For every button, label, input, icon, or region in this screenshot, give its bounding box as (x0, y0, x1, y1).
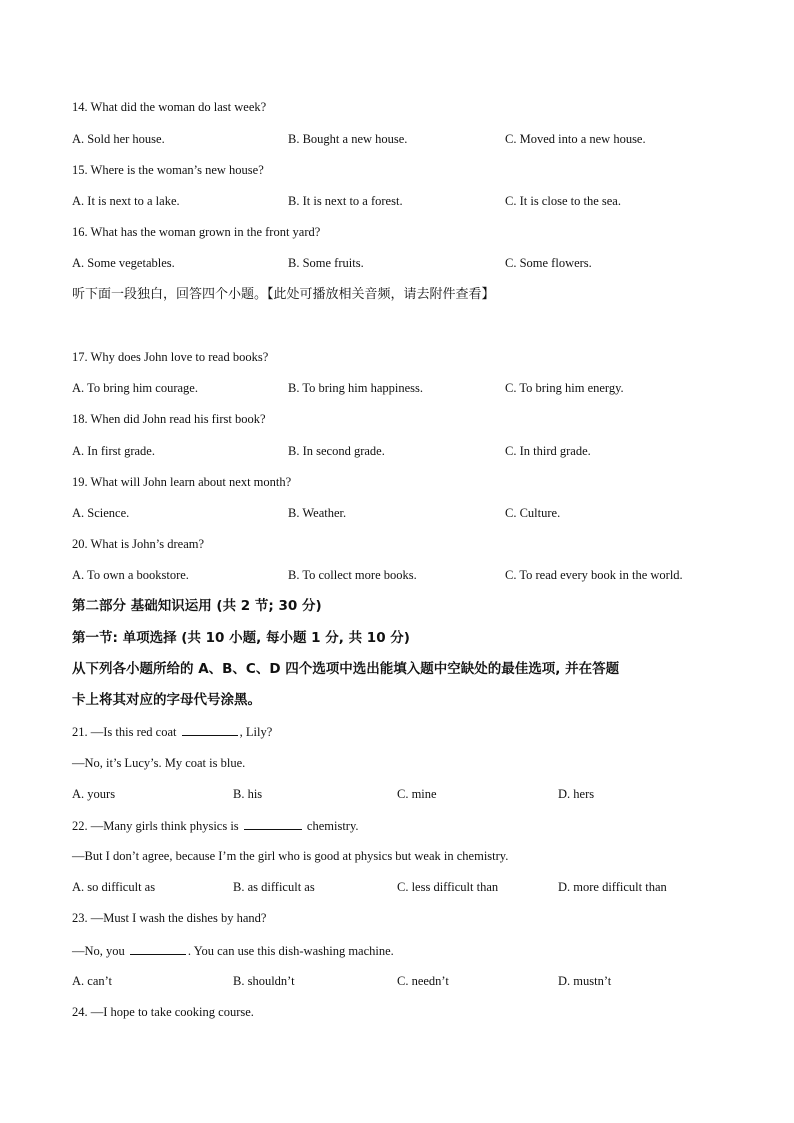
q17-option-a: A. To bring him courage. (72, 381, 198, 395)
question-23: 23. —Must I wash the dishes by hand? (72, 911, 267, 925)
q21-option-b: B. his (233, 787, 263, 801)
q21-text-pre: 21. —Is this red coat (72, 725, 177, 739)
q23-option-a: A. can’t (72, 974, 113, 988)
q21-reply: —No, it’s Lucy’s. My coat is blue. (72, 756, 246, 770)
question-19: 19. What will John learn about next month? (72, 475, 292, 489)
question-15: 15. Where is the woman’s new house? (72, 163, 264, 177)
q21-option-c: C. mine (397, 787, 437, 801)
q23-text-pre: —No, you (72, 944, 125, 958)
q14-option-a: A. Sold her house. (72, 132, 165, 146)
q15-option-c: C. It is close to the sea. (505, 194, 621, 208)
question-22 (72, 817, 359, 834)
q18-option-c: C. In third grade. (505, 444, 591, 458)
part2-title: 第二部分 基础知识运用 (共 2 节; 30 分) (72, 598, 322, 614)
q19-option-c: C. Culture. (505, 506, 561, 520)
q20-option-c: C. To read every book in the world. (505, 568, 683, 582)
q16-option-b: B. Some fruits. (288, 256, 364, 270)
question-21 (72, 723, 272, 740)
q19-option-b: B. Weather. (288, 506, 347, 520)
q21-text-post: , Lily? (239, 725, 273, 739)
question-14: 14. What did the woman do last week? (72, 100, 267, 114)
q23-blank (130, 942, 186, 955)
q20-option-a: A. To own a bookstore. (72, 568, 189, 582)
q23-option-b: B. shouldn’t (233, 974, 295, 988)
q22-option-c: C. less difficult than (397, 880, 499, 894)
q22-reply: —But I don’t agree, because I’m the girl who is good at physics but weak in chemistry. (72, 849, 509, 863)
q15-option-b: B. It is next to a forest. (288, 194, 403, 208)
q15-option-a: A. It is next to a lake. (72, 194, 180, 208)
q23-option-d: D. mustn’t (558, 974, 612, 988)
section1-instruction-line1: 从下列各小题所给的 A、B、C、D 四个选项中选出能填入题中空缺处的最佳选项, 并在答题 (72, 661, 620, 677)
monologue-instruction: 听下面一段独白，回答四个小题。【此处可播放相关音频，请去附件查看】 (72, 287, 495, 302)
q23-reply (72, 942, 394, 959)
question-24: 24. —I hope to take cooking course. (72, 1005, 254, 1019)
question-17: 17. Why does John love to read books? (72, 350, 269, 364)
question-20: 20. What is John’s dream? (72, 537, 205, 551)
q20-option-b: B. To collect more books. (288, 568, 417, 582)
q14-option-c: C. Moved into a new house. (505, 132, 646, 146)
q23-text-post: . You can use this dish-washing machine. (187, 944, 394, 958)
q18-option-a: A. In first grade. (72, 444, 155, 458)
question-16: 16. What has the woman grown in the front yard? (72, 225, 321, 239)
q19-option-a: A. Science. (72, 506, 130, 520)
q22-text-post: chemistry. (306, 819, 359, 833)
q21-option-d: D. hers (558, 787, 595, 801)
q17-option-c: C. To bring him energy. (505, 381, 624, 395)
q16-option-c: C. Some flowers. (505, 256, 592, 270)
question-18: 18. When did John read his first book? (72, 412, 266, 426)
q14-option-b: B. Bought a new house. (288, 132, 408, 146)
q23-option-c: C. needn’t (397, 974, 449, 988)
q22-option-b: B. as difficult as (233, 880, 315, 894)
q16-option-a: A. Some vegetables. (72, 256, 175, 270)
q22-option-a: A. so difficult as (72, 880, 156, 894)
section1-instruction-line2: 卡上将其对应的字母代号涂黑。 (72, 692, 261, 708)
q21-blank (182, 723, 238, 736)
q17-option-b: B. To bring him happiness. (288, 381, 424, 395)
q22-blank (244, 817, 302, 830)
q21-option-a: A. yours (72, 787, 116, 801)
q18-option-b: B. In second grade. (288, 444, 385, 458)
q22-option-d: D. more difficult than (558, 880, 667, 894)
section1-title: 第一节: 单项选择 (共 10 小题, 每小题 1 分, 共 10 分) (72, 630, 410, 646)
q22-text-pre: 22. —Many girls think physics is (72, 819, 239, 833)
